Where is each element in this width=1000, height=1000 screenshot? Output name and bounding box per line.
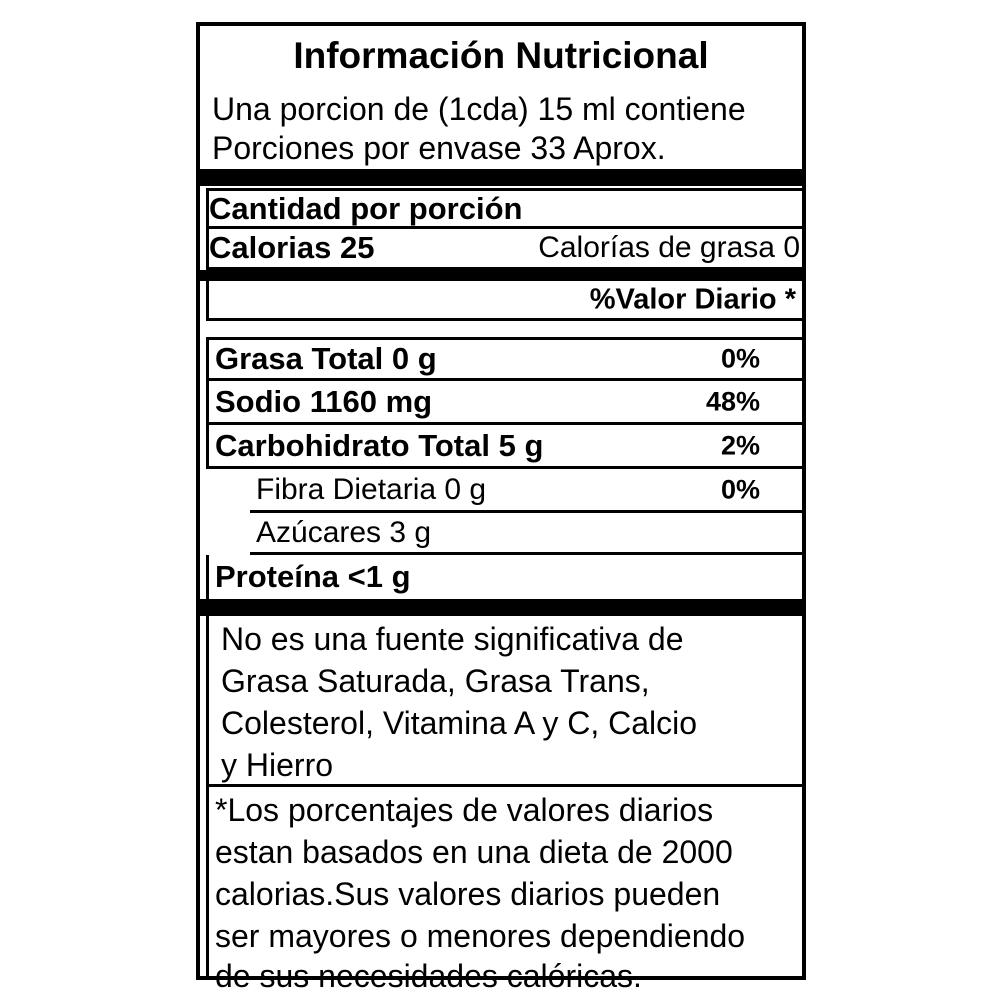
footnote-line: ser mayores o menores dependiendo — [215, 918, 746, 954]
servings-per-container: Porciones por envase 33 Aprox. — [212, 130, 666, 166]
nutrient-name: Sodio 1160 mg — [215, 383, 433, 419]
nutrient-percent: 0% — [720, 474, 760, 504]
footnote-box — [206, 787, 802, 994]
nutrient-sub-row — [250, 469, 802, 513]
nutrient-row — [206, 555, 802, 599]
daily-value-header-row — [206, 281, 802, 321]
footnote-line: estan basados en una dieta de 2000 — [215, 834, 733, 870]
nutrition-facts-label — [196, 22, 806, 994]
footnote-line: de sus necesidades calóricas. — [215, 958, 642, 994]
nutrient-name: Azúcares 3 g — [256, 515, 432, 549]
daily-value-header: %Valor Diario * — [589, 283, 796, 315]
nutrient-percent: 48% — [705, 386, 760, 416]
not-significant-line: No es una fuente significativa de — [221, 621, 684, 657]
nutrient-percent: 2% — [720, 430, 760, 460]
not-significant-line: y Hierro — [221, 747, 334, 783]
nutrient-percent: 0% — [720, 343, 760, 374]
not-significant-line: Grasa Saturada, Grasa Trans, — [221, 663, 650, 699]
not-significant-line: Colesterol, Vitamina A y C, Calcio — [221, 705, 698, 741]
amount-per-serving-row — [206, 188, 802, 229]
calories-row — [206, 229, 802, 270]
not-significant-source-box — [206, 616, 802, 787]
medium-divider — [200, 270, 802, 281]
serving-size: Una porcion de (1cda) 15 ml contiene — [212, 91, 746, 127]
footnote-line: *Los porcentajes de valores diarios — [215, 792, 714, 828]
label-title: Información Nutricional — [293, 35, 709, 76]
fat-calories-label: Calorías de grasa 0 — [538, 231, 800, 264]
footnote-line: calorias.Sus valores diarios pueden — [215, 876, 721, 912]
amount-per-serving-label: Cantidad por porción — [209, 190, 523, 226]
thick-divider — [200, 599, 802, 616]
thick-divider — [200, 169, 802, 186]
nutrient-row — [206, 337, 802, 381]
label-header — [200, 26, 802, 169]
nutrient-row — [206, 381, 802, 425]
nutrient-row — [206, 425, 802, 469]
calories-label: Calorias 25 — [209, 230, 375, 265]
nutrient-sub-row — [250, 513, 802, 555]
nutrient-name: Proteína <1 g — [215, 559, 411, 594]
nutrient-name: Grasa Total 0 g — [215, 341, 437, 376]
nutrient-name: Carbohidrato Total 5 g — [215, 427, 544, 463]
nutrient-name: Fibra Dietaria 0 g — [256, 472, 487, 506]
